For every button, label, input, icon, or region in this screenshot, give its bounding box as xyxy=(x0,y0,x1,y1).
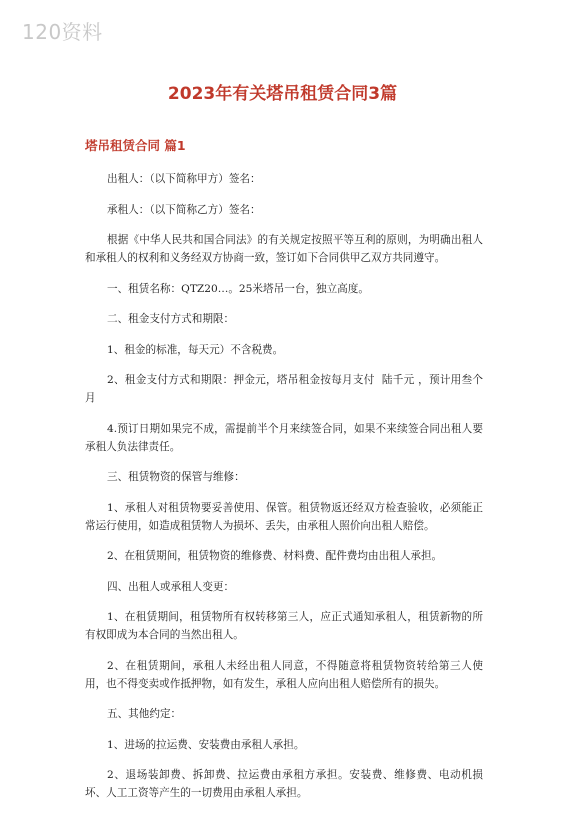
paragraph-heading-other: 五、其他约定： xyxy=(107,708,182,720)
paragraph-heading-payment: 二、租金支付方式和期限： xyxy=(107,313,235,325)
paragraph-lease-item: 一、租赁名称：QTZ20…。25米塔吊一台，独立高度。 xyxy=(107,282,369,295)
watermark: 120资料 xyxy=(22,20,103,44)
paragraph-preamble: 根据《中华人民共和国合同法》的有关规定按照平等互利的原则，为明确出租人和承租人的权利和义务经双方协商一致，签订如下合同供甲乙双方共同遵守。 xyxy=(85,234,483,264)
section-title: 塔吊租赁合同 篇1 xyxy=(85,138,186,153)
paragraph-change-2: 2、在租赁期间，承租人未经出租人同意，不得随意将租赁物资转给第三人使用，也不得变卖或作抵押物，如有发生，承租人应向出租人赔偿所有的损失。 xyxy=(85,659,483,690)
document-title: 2023年有关塔吊租赁合同3篇 xyxy=(167,84,398,104)
paragraph-renewal: 4.预订日期如果完不成，需提前半个月来续签合同，如果不来续签合同出租人要承租人负法律责任。 xyxy=(85,422,483,453)
paragraph-other-2: 2、退场装卸费、拆卸费、拉运费由承租方承担。安装费、维修费、电动机损坏、人工工资等产生的一切费用由承租人承担。 xyxy=(85,769,483,799)
paragraph-lessee: 承租人：（以下简称乙方）签名： xyxy=(107,203,261,216)
paragraph-payment-method: 2、租金支付方式和期限：押金元，塔吊租金按每月支付 陆千元 ，预计用叁个 月 xyxy=(85,374,490,404)
document-body xyxy=(85,170,490,815)
paragraph-custody-1: 1、承租人对租赁物要妥善使用、保管。租赁物返还经双方检查验收，必须能正常运行使用，如造成租赁物人为损坏、丢失，由承租人照价向出租人赔偿。 xyxy=(85,501,483,532)
paragraph-other-1: 1、进场的拉运费、安装费由承租人承担。 xyxy=(107,738,305,751)
paragraph-heading-custody: 三、租赁物资的保管与维修： xyxy=(107,471,245,483)
paragraph-lessor: 出租人：（以下简称甲方）签名： xyxy=(107,173,261,185)
paragraph-change-1: 1、在租赁期间，租赁物所有权转移第三人，应正式通知承租人，租赁新物的所有权即成为本合同的当然出租人。 xyxy=(85,611,483,641)
paragraph-custody-2: 2、在租赁期间，租赁物资的维修费、材料费、配件费均由出租人承担。 xyxy=(107,550,443,562)
paragraph-heading-change: 四、出租人或承租人变更： xyxy=(107,580,235,593)
paragraph-rent-standard: 1、租金的标准，每天元）不含税费。 xyxy=(107,343,284,356)
